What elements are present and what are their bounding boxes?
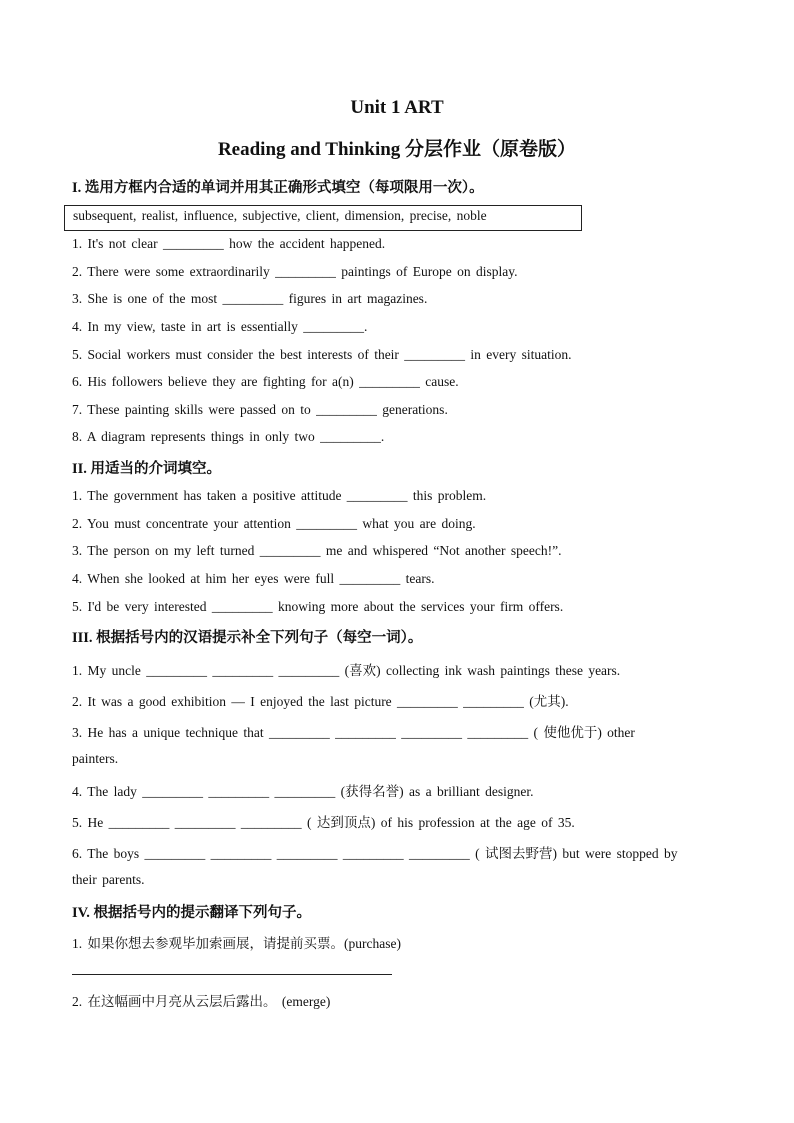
exercise-item: 2. It was a good exhibition — I enjoyed the last picture _________ _________ (尤其). [72, 694, 569, 709]
exercise-item: 4. The lady _________ _________ _________ (获得名誉) as a brilliant designer. [72, 784, 534, 799]
page-subtitle: Reading and Thinking 分层作业（原卷版） [217, 139, 577, 160]
exercise-item: 6. The boys _________ _________ _________ _________ _________ ( 试图去野营) but were stopped by [72, 846, 678, 861]
section-1-heading: I. 选用方框内合适的单词并用其正确形式填空（每项限用一次）。 [72, 180, 484, 196]
exercise-item: 6. His followers believe they are fighting for a(n) _________ cause. [72, 374, 459, 389]
exercise-item: 3. He has a unique technique that _________ _________ _________ _________ ( 使他优于) other [72, 725, 635, 740]
exercise-item: 2. There were some extraordinarily _________ paintings of Europe on display. [72, 264, 518, 279]
section-2-heading: II. 用适当的介词填空。 [72, 461, 222, 477]
translation-item: 1. 如果你想去参观毕加索画展，请提前买票。(purchase) [72, 936, 401, 951]
exercise-item: 7. These painting skills were passed on to _________ generations. [72, 402, 448, 417]
exercise-item-continued: their parents. [72, 872, 145, 887]
answer-line[interactable] [72, 974, 392, 975]
exercise-item: 1. It's not clear _________ how the accident happened. [72, 236, 386, 251]
exercise-item: 1. The government has taken a positive attitude _________ this problem. [72, 488, 487, 503]
exercise-item: 3. She is one of the most _________ figures in art magazines. [72, 291, 428, 306]
exercise-item: 3. The person on my left turned _________ me and whispered “Not another speech!”. [72, 543, 562, 558]
exercise-item: 4. When she looked at him her eyes were full _________ tears. [72, 571, 435, 586]
exercise-item: 1. My uncle _________ _________ _________ (喜欢) collecting ink wash paintings these years. [72, 663, 621, 678]
section-4-heading: IV. 根据括号内的提示翻译下列句子。 [72, 905, 311, 921]
translation-item: 2. 在这幅画中月亮从云层后露出。 (emerge) [72, 994, 331, 1009]
exercise-item: 5. I'd be very interested _________ knowing more about the services your firm offers. [72, 599, 564, 614]
exercise-item: 4. In my view, taste in art is essentially _________. [72, 319, 368, 334]
exercise-item: 2. You must concentrate your attention _________ what you are doing. [72, 516, 476, 531]
exercise-item-continued: painters. [72, 751, 119, 766]
exercise-item: 5. Social workers must consider the best interests of their _________ in every situation. [72, 347, 572, 362]
section-3-heading: III. 根据括号内的汉语提示补全下列句子（每空一词）。 [72, 630, 423, 646]
word-box: subsequent, realist, influence, subjective, client, dimension, precise, noble [64, 205, 582, 231]
exercise-item: 8. A diagram represents things in only two _________. [72, 429, 385, 444]
page-title: Unit 1 ART [350, 97, 444, 118]
exercise-item: 5. He _________ _________ _________ ( 达到顶点) of his profession at the age of 35. [72, 815, 575, 830]
